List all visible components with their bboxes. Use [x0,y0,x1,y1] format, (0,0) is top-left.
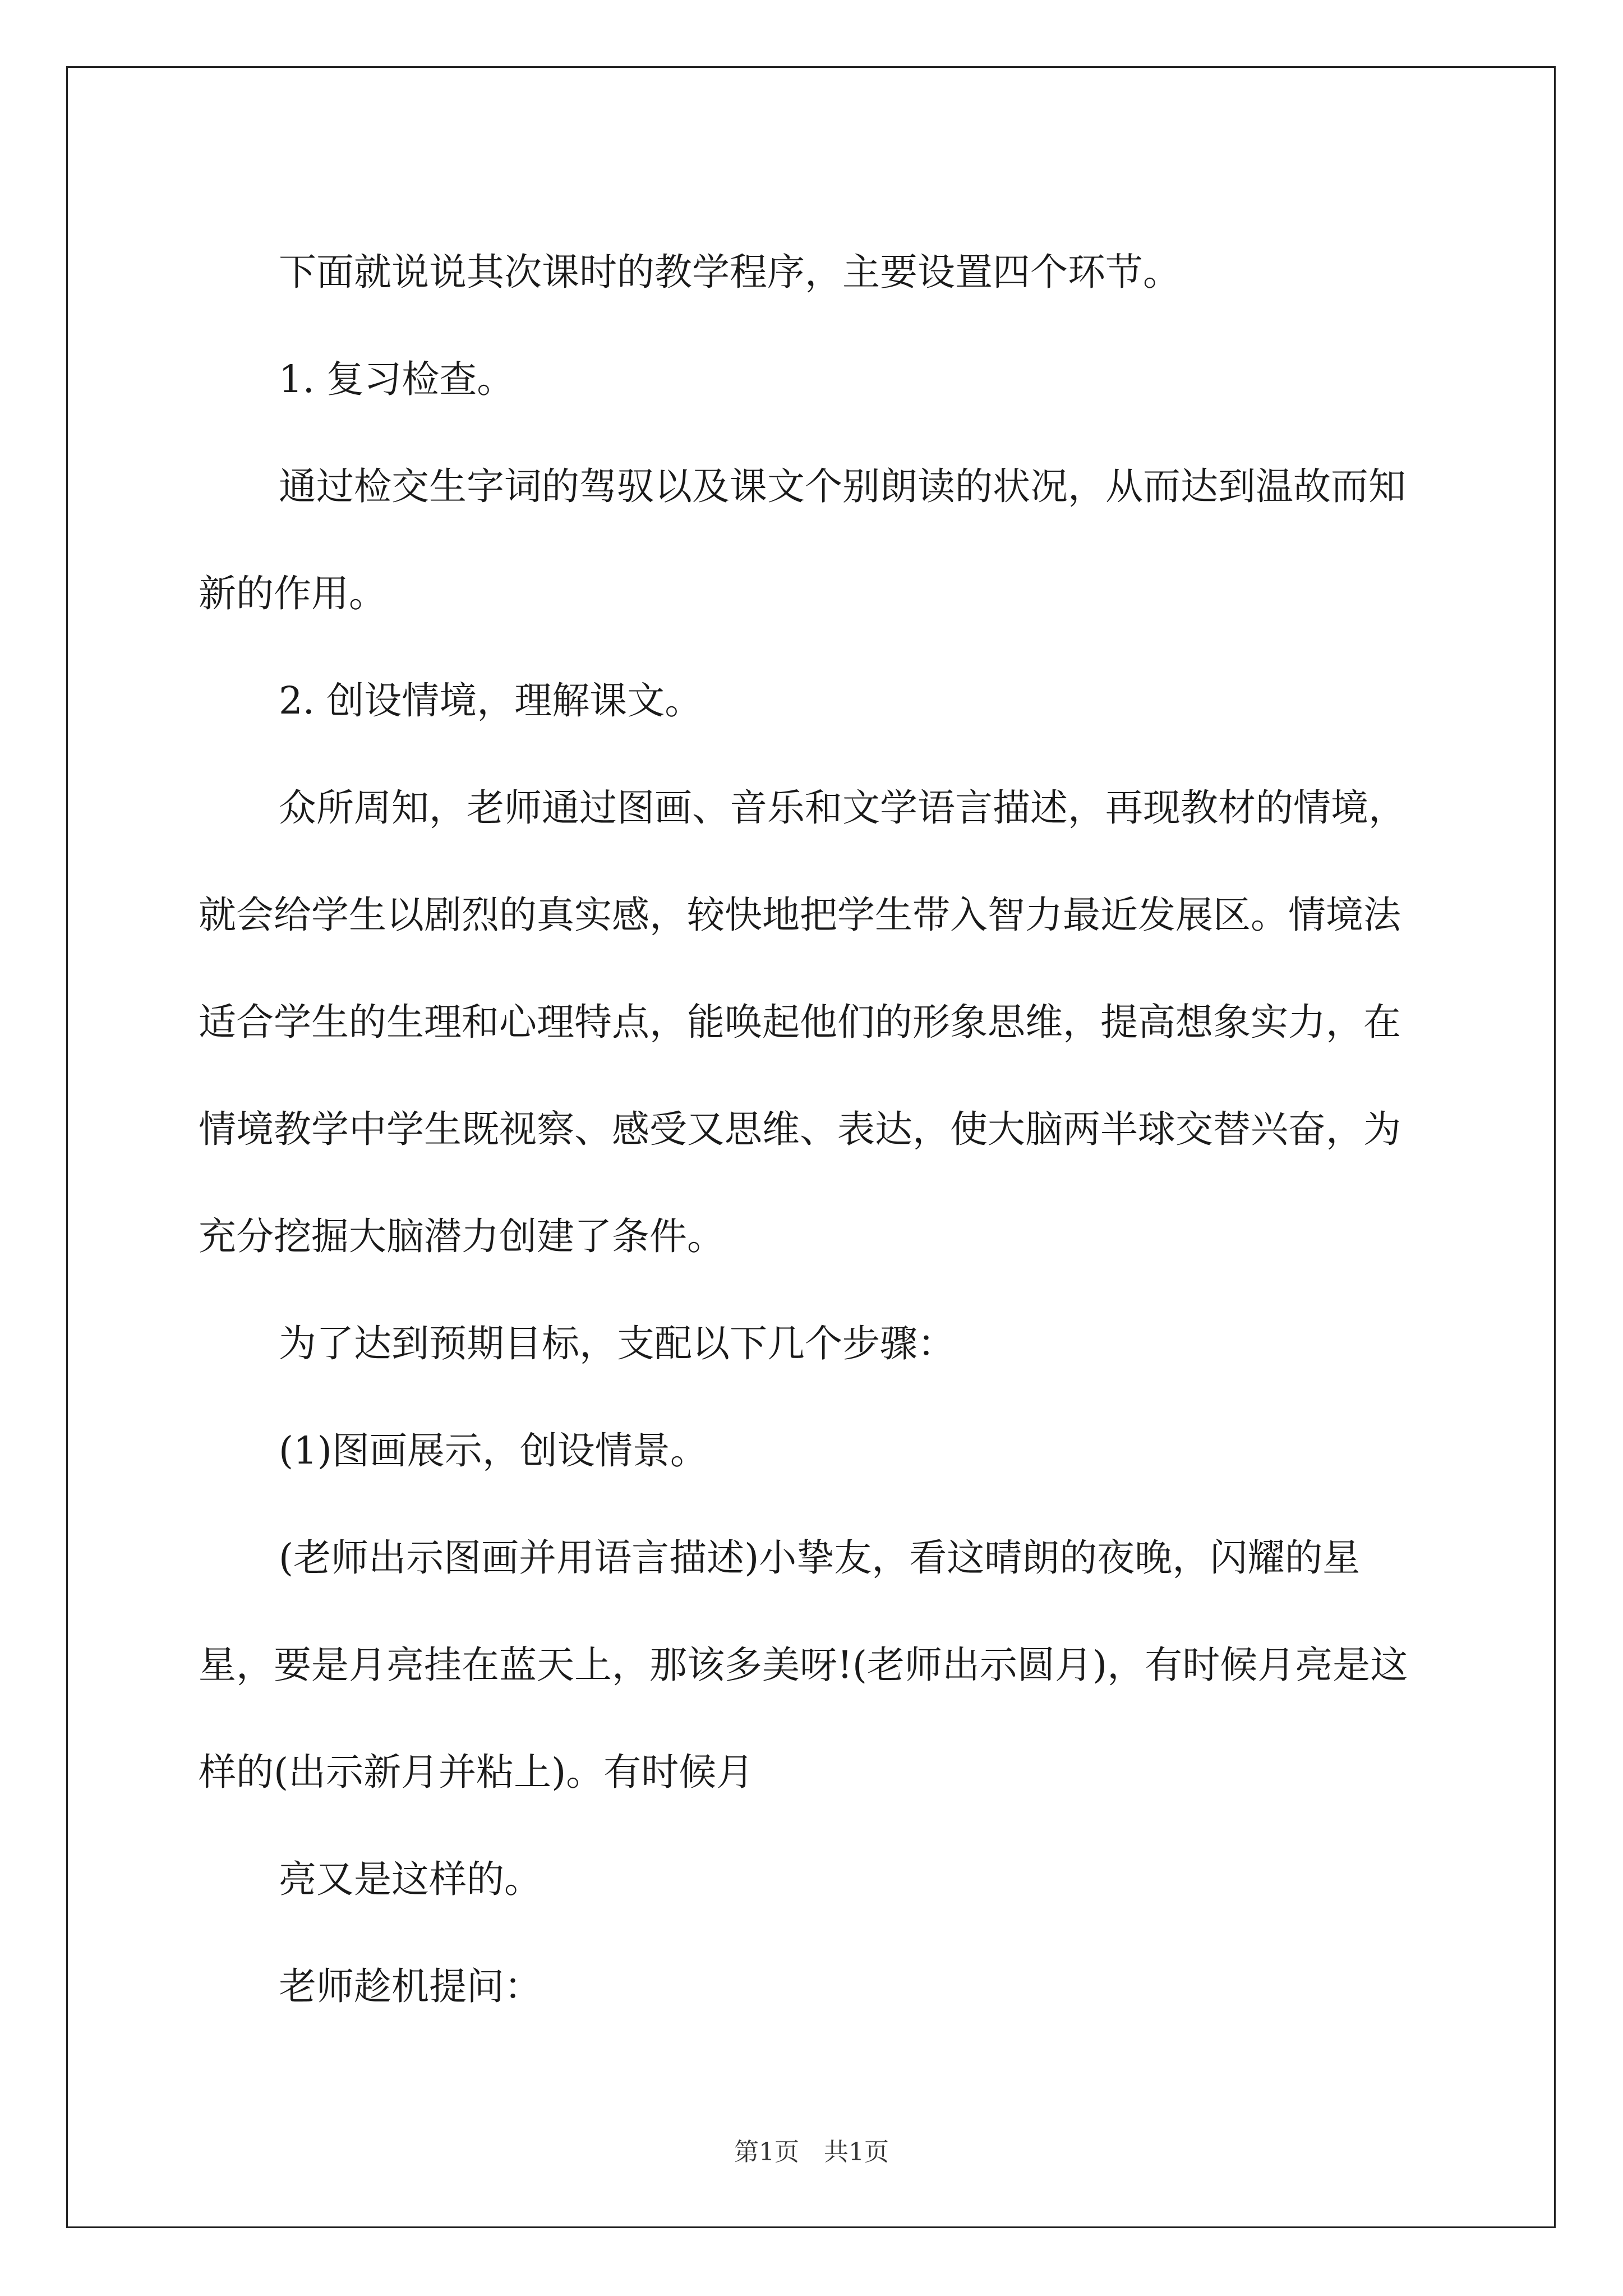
paragraph-8: (老师出示图画并用语言描述)小挚友，看这晴朗的夜晚，闪耀的星星，要是月亮挂在蓝天上，那该多美呀!(老师出示圆月)，有时候月亮是这样的(出示新月并粘上)。有时候月 [199,1536,1408,1794]
paragraph-2: 1. 复习检查。 [279,357,515,401]
paragraph-9: 亮又是这样的。 [279,1857,542,1901]
paragraph-7: (1)图画展示，创设情景。 [279,1429,708,1473]
paragraph-5: 众所周知，老师通过图画、音乐和文学语言描述，再现教材的情境，就会给学生以剧烈的真实感，较快地把学生带入智力最近发展区。情境法适合学生的生理和心理特点，能唤起他们的形象思维，提高想象实力，在情境教学中学生既视察、感受又思维、表达，使大脑两半球交替兴奋，为充分挖掘大脑潜力创建了条件。 [199,786,1406,1258]
paragraph-6: 为了达到预期目标，支配以下几个步骤： [279,1322,955,1365]
page-footer: 第1页 共1页 [734,2138,889,2166]
paragraph-4: 2. 创设情境，理解课文。 [279,679,703,723]
document-body [199,219,1423,2040]
paragraph-1: 下面就说说其次课时的教学程序，主要设置四个环节。 [279,250,1181,294]
paragraph-10: 老师趁机提问： [279,1964,542,2008]
paragraph-3: 通过检交生字词的驾驭以及课文个别朗读的状况，从而达到温故而知新的作用。 [199,464,1406,615]
